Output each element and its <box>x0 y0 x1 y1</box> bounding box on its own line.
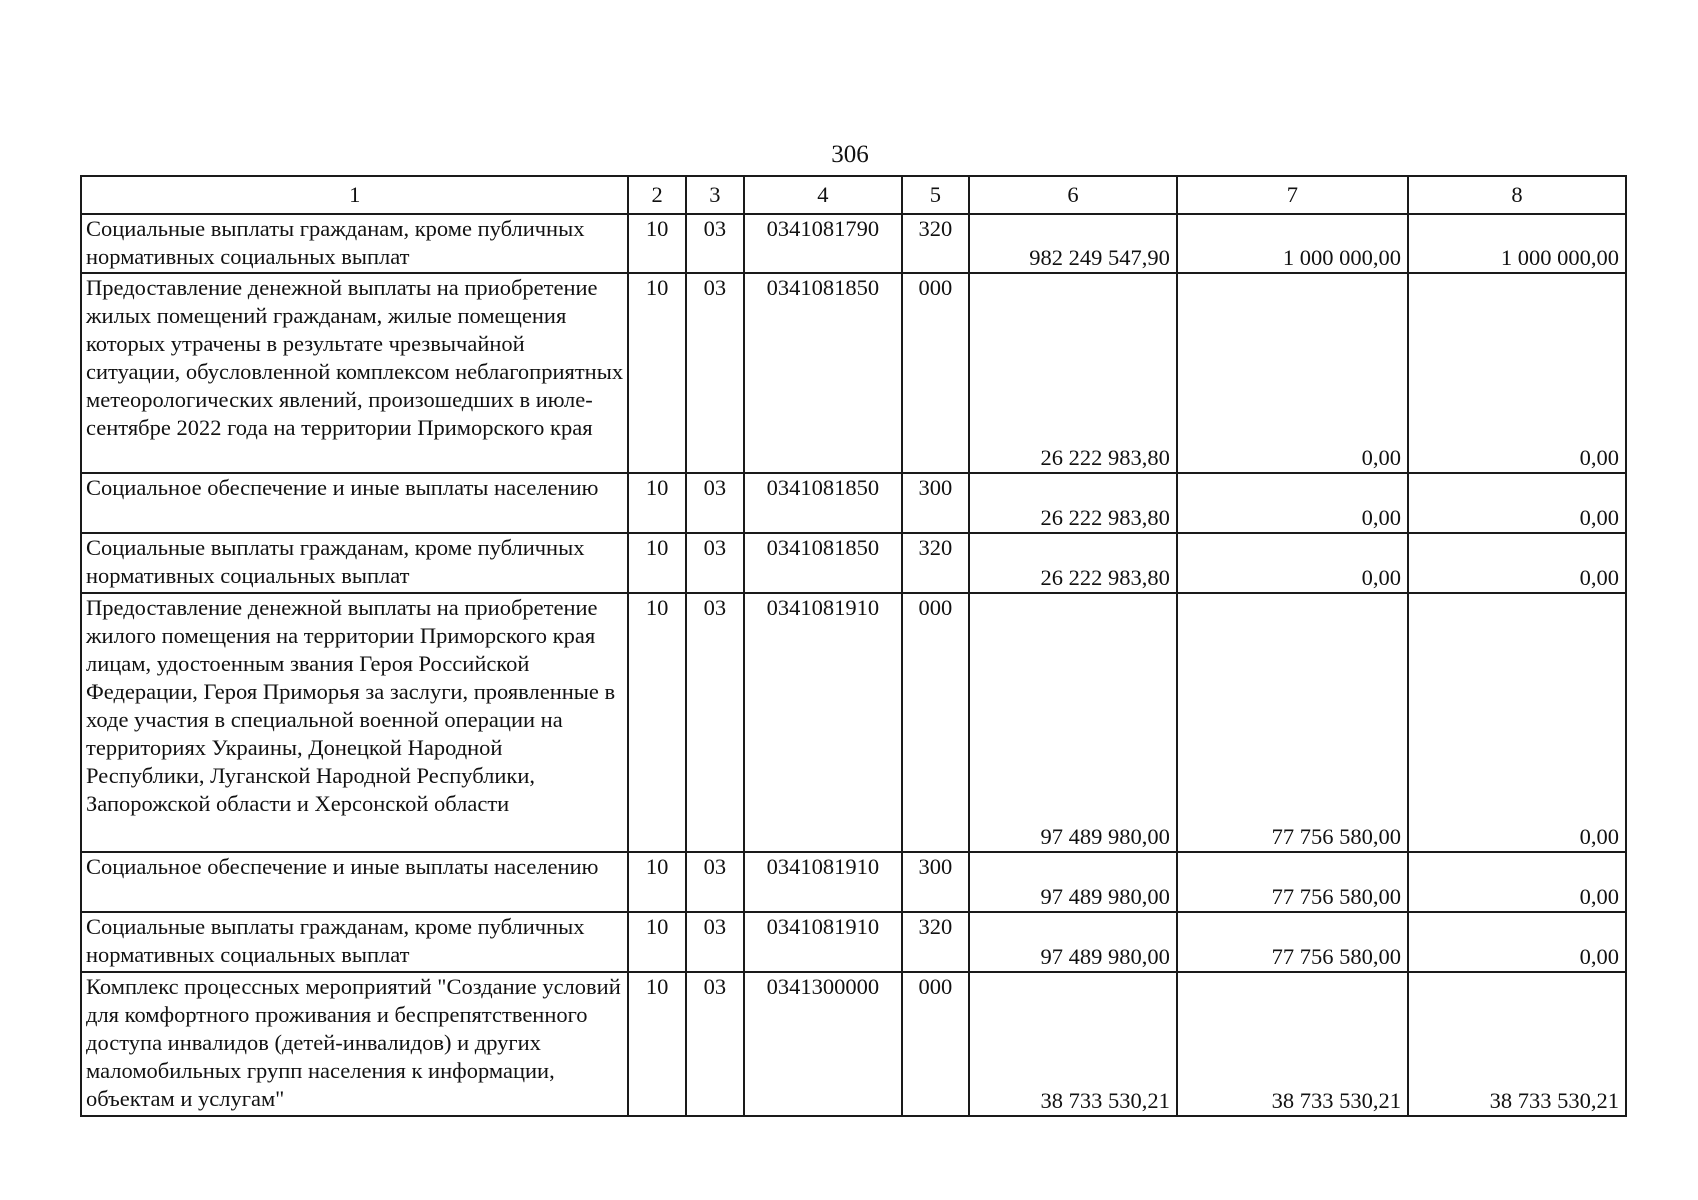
row-name: Комплекс процессных мероприятий "Создание условий для комфортного проживания и беспрепятственного доступа инвалидов (детей-инвалидов) и других маломобильных групп населения к информации, объектам и услугам" <box>81 972 628 1116</box>
expense-type-code: 000 <box>902 593 969 852</box>
row-name: Социальные выплаты гражданам, кроме публичных нормативных социальных выплат <box>81 912 628 972</box>
table-row <box>81 533 1626 593</box>
section-code: 10 <box>628 533 685 593</box>
row-name: Предоставление денежной выплаты на приобретение жилых помещений гражданам, жилые помещения которых утрачены в результате чрезвычайной ситуации, обусловленной комплексом неблагоприятных метеорологических явлений, произошедших в июле-сентябре 2022 года на территории Приморского края <box>81 273 628 473</box>
expense-type-code: 320 <box>902 214 969 273</box>
expense-type-code: 320 <box>902 912 969 972</box>
subsection-code: 03 <box>686 533 744 593</box>
table-row <box>81 852 1626 912</box>
subsection-code: 03 <box>686 912 744 972</box>
amount-col7: 77 756 580,00 <box>1177 912 1408 972</box>
table-header-row <box>81 176 1626 214</box>
amount-col7: 77 756 580,00 <box>1177 593 1408 852</box>
subsection-code: 03 <box>686 473 744 533</box>
column-header: 3 <box>686 176 744 214</box>
amount-col7: 0,00 <box>1177 473 1408 533</box>
page-number: 306 <box>831 141 869 168</box>
table-row <box>81 593 1626 852</box>
table-row <box>81 972 1626 1116</box>
expense-type-code: 000 <box>902 273 969 473</box>
section-code: 10 <box>628 593 685 852</box>
amount-col8: 38 733 530,21 <box>1408 972 1626 1116</box>
column-header: 5 <box>902 176 969 214</box>
budget-table <box>80 175 1627 1117</box>
subsection-code: 03 <box>686 214 744 273</box>
target-article-code: 0341081850 <box>744 273 902 473</box>
column-header: 4 <box>744 176 902 214</box>
amount-col6: 97 489 980,00 <box>969 593 1177 852</box>
amount-col8: 0,00 <box>1408 473 1626 533</box>
subsection-code: 03 <box>686 972 744 1116</box>
subsection-code: 03 <box>686 593 744 852</box>
row-name: Социальные выплаты гражданам, кроме публичных нормативных социальных выплат <box>81 214 628 273</box>
amount-col8: 0,00 <box>1408 852 1626 912</box>
table-row <box>81 912 1626 972</box>
subsection-code: 03 <box>686 852 744 912</box>
expense-type-code: 300 <box>902 473 969 533</box>
amount-col6: 38 733 530,21 <box>969 972 1177 1116</box>
column-header: 6 <box>969 176 1177 214</box>
row-name: Предоставление денежной выплаты на приобретение жилого помещения на территории Приморского края лицам, удостоенным звания Героя Российской Федерации, Героя Приморья за заслуги, проявленные в ходе участия в специальной военной операции на территориях Украины, Донецкой Народной Республики, Луганской Народной Республики, Запорожской области и Херсонской области <box>81 593 628 852</box>
section-code: 10 <box>628 852 685 912</box>
table-row <box>81 473 1626 533</box>
amount-col7: 1 000 000,00 <box>1177 214 1408 273</box>
target-article-code: 0341081850 <box>744 473 902 533</box>
row-name: Социальное обеспечение и иные выплаты населению <box>81 473 628 533</box>
expense-type-code: 320 <box>902 533 969 593</box>
table-row <box>81 214 1626 273</box>
target-article-code: 0341081790 <box>744 214 902 273</box>
amount-col6: 26 222 983,80 <box>969 473 1177 533</box>
target-article-code: 0341081910 <box>744 593 902 852</box>
amount-col7: 0,00 <box>1177 533 1408 593</box>
table-row <box>81 273 1626 473</box>
section-code: 10 <box>628 972 685 1116</box>
amount-col7: 0,00 <box>1177 273 1408 473</box>
amount-col8: 0,00 <box>1408 533 1626 593</box>
amount-col7: 38 733 530,21 <box>1177 972 1408 1116</box>
amount-col8: 0,00 <box>1408 273 1626 473</box>
expense-type-code: 000 <box>902 972 969 1116</box>
amount-col7: 77 756 580,00 <box>1177 852 1408 912</box>
section-code: 10 <box>628 273 685 473</box>
target-article-code: 0341081910 <box>744 912 902 972</box>
amount-col6: 97 489 980,00 <box>969 852 1177 912</box>
column-header: 8 <box>1408 176 1626 214</box>
subsection-code: 03 <box>686 273 744 473</box>
expense-type-code: 300 <box>902 852 969 912</box>
amount-col6: 97 489 980,00 <box>969 912 1177 972</box>
amount-col6: 982 249 547,90 <box>969 214 1177 273</box>
target-article-code: 0341081850 <box>744 533 902 593</box>
section-code: 10 <box>628 214 685 273</box>
amount-col8: 1 000 000,00 <box>1408 214 1626 273</box>
amount-col8: 0,00 <box>1408 912 1626 972</box>
section-code: 10 <box>628 473 685 533</box>
column-header: 7 <box>1177 176 1408 214</box>
amount-col8: 0,00 <box>1408 593 1626 852</box>
target-article-code: 0341081910 <box>744 852 902 912</box>
section-code: 10 <box>628 912 685 972</box>
amount-col6: 26 222 983,80 <box>969 273 1177 473</box>
column-header: 2 <box>628 176 685 214</box>
column-header: 1 <box>81 176 628 214</box>
target-article-code: 0341300000 <box>744 972 902 1116</box>
row-name: Социальное обеспечение и иные выплаты населению <box>81 852 628 912</box>
row-name: Социальные выплаты гражданам, кроме публичных нормативных социальных выплат <box>81 533 628 593</box>
amount-col6: 26 222 983,80 <box>969 533 1177 593</box>
